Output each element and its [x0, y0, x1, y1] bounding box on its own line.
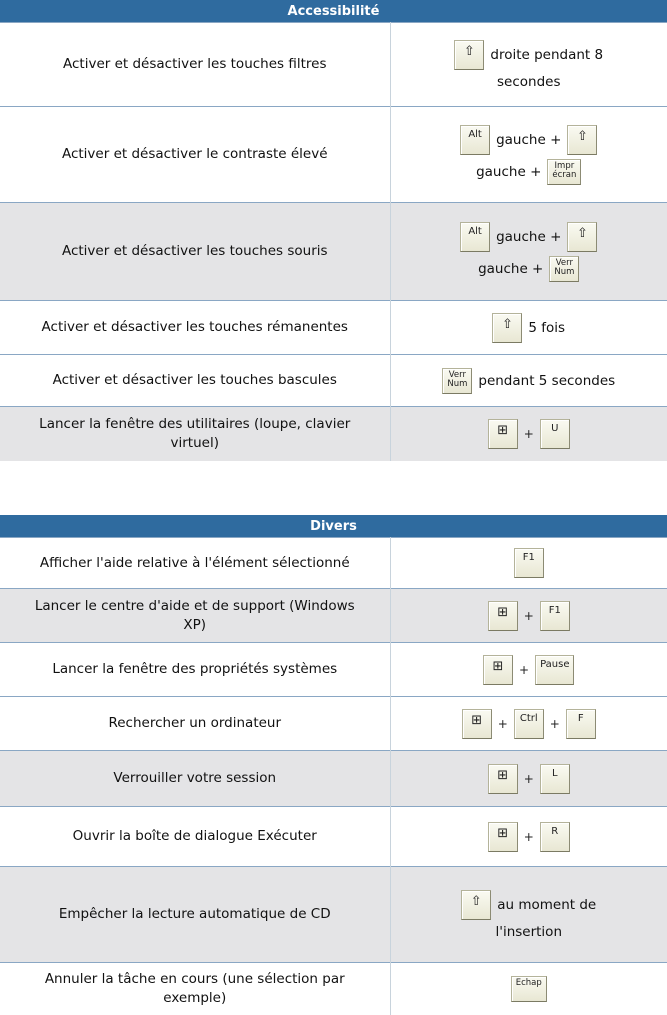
- shortcut-description: Activer et désactiver les touches souris: [0, 203, 390, 301]
- shift-key-icon: ⇧: [567, 222, 597, 252]
- shortcut-keys: [390, 107, 667, 203]
- table-row: [0, 538, 667, 589]
- key-text: gauche +: [478, 260, 544, 277]
- shortcut-keys: [390, 203, 667, 301]
- key-text: gauche +: [476, 163, 542, 180]
- u-key: U: [540, 419, 570, 449]
- key-label-bottom: écran: [552, 169, 577, 180]
- pause-key: Pause: [535, 655, 574, 685]
- shortcut-keys: [390, 301, 667, 355]
- windows-key-icon: ⊞: [488, 601, 518, 631]
- shortcut-description: Ouvrir la boîte de dialogue Exécuter: [0, 807, 390, 867]
- plus-sign: +: [523, 426, 534, 441]
- shortcut-keys: [390, 867, 667, 963]
- key-label-top: Impr: [554, 160, 575, 171]
- plus-sign: +: [549, 716, 560, 731]
- table-row: [0, 107, 667, 203]
- shortcut-keys: [390, 538, 667, 589]
- table-row: [0, 697, 667, 751]
- key-text: secondes: [497, 73, 561, 90]
- shortcut-keys: [390, 407, 667, 461]
- shortcut-description: Annuler la tâche en cours (une sélection par exemple): [0, 963, 390, 1015]
- ctrl-key: Ctrl: [514, 709, 544, 739]
- key-label-top: Verr: [448, 369, 466, 380]
- key-text: au moment de: [497, 896, 597, 913]
- table-row: [0, 643, 667, 697]
- key-label-bottom: Num: [554, 266, 575, 277]
- table-row: [0, 301, 667, 355]
- shortcut-keys: [390, 589, 667, 643]
- shortcut-description: Lancer la fenêtre des utilitaires (loupe, clavier virtuel): [0, 407, 390, 461]
- key-text: gauche +: [496, 131, 562, 148]
- shortcut-description: Activer et désactiver les touches filtres: [0, 23, 390, 107]
- f1-key: F1: [514, 548, 544, 578]
- shortcut-keys: [390, 697, 667, 751]
- key-text: droite pendant 8: [490, 46, 604, 63]
- shortcut-description: Lancer le centre d'aide et de support (Windows XP): [0, 589, 390, 643]
- f-key: F: [566, 709, 596, 739]
- table-row: [0, 963, 667, 1015]
- shortcut-description: Activer et désactiver le contraste élevé: [0, 107, 390, 203]
- misc-header: Divers: [0, 515, 667, 538]
- key-text: gauche +: [496, 228, 562, 245]
- print-screen-key: [547, 159, 581, 185]
- table-row: [0, 23, 667, 107]
- num-lock-key: [549, 256, 579, 282]
- key-label-top: Verr: [555, 257, 573, 268]
- plus-sign: +: [523, 829, 534, 844]
- key-text: pendant 5 secondes: [478, 372, 616, 389]
- shortcut-keys: [390, 807, 667, 867]
- misc-table: [0, 515, 667, 1015]
- shift-key-icon: ⇧: [454, 40, 484, 70]
- f1-key: F1: [540, 601, 570, 631]
- plus-sign: +: [523, 771, 534, 786]
- table-row: [0, 589, 667, 643]
- shift-key-icon: ⇧: [492, 313, 522, 343]
- shortcut-keys: [390, 963, 667, 1015]
- plus-sign: +: [519, 662, 530, 677]
- shortcut-keys: [390, 643, 667, 697]
- shortcut-keys: [390, 355, 667, 407]
- windows-key-icon: ⊞: [488, 419, 518, 449]
- windows-key-icon: ⊞: [462, 709, 492, 739]
- num-lock-key: [442, 368, 472, 394]
- escape-key: Echap: [511, 976, 547, 1002]
- shortcut-description: Afficher l'aide relative à l'élément sélectionné: [0, 538, 390, 589]
- windows-key-icon: ⊞: [488, 822, 518, 852]
- table-row: [0, 203, 667, 301]
- shortcut-description: Verrouiller votre session: [0, 751, 390, 807]
- shortcut-keys: [390, 23, 667, 107]
- shortcut-description: Empêcher la lecture automatique de CD: [0, 867, 390, 963]
- r-key: R: [540, 822, 570, 852]
- key-text: 5 fois: [528, 319, 566, 336]
- table-row: [0, 867, 667, 963]
- windows-key-icon: ⊞: [483, 655, 513, 685]
- shortcut-description: Activer et désactiver les touches bascules: [0, 355, 390, 407]
- accessibility-header: Accessibilité: [0, 0, 667, 23]
- shortcut-keys: [390, 751, 667, 807]
- plus-sign: +: [523, 608, 534, 623]
- table-row: [0, 355, 667, 407]
- shift-key-icon: ⇧: [567, 125, 597, 155]
- key-text: l'insertion: [495, 923, 563, 940]
- shift-key-icon: ⇧: [461, 890, 491, 920]
- table-row: [0, 751, 667, 807]
- windows-key-icon: ⊞: [488, 764, 518, 794]
- shortcut-description: Lancer la fenêtre des propriétés systèmes: [0, 643, 390, 697]
- key-label-bottom: Num: [447, 378, 468, 389]
- l-key: L: [540, 764, 570, 794]
- alt-key: Alt: [460, 222, 490, 252]
- accessibility-table: [0, 0, 667, 461]
- alt-key: Alt: [460, 125, 490, 155]
- table-row: [0, 407, 667, 461]
- table-row: [0, 807, 667, 867]
- plus-sign: +: [497, 716, 508, 731]
- shortcut-description: Rechercher un ordinateur: [0, 697, 390, 751]
- shortcut-description: Activer et désactiver les touches rémanentes: [0, 301, 390, 355]
